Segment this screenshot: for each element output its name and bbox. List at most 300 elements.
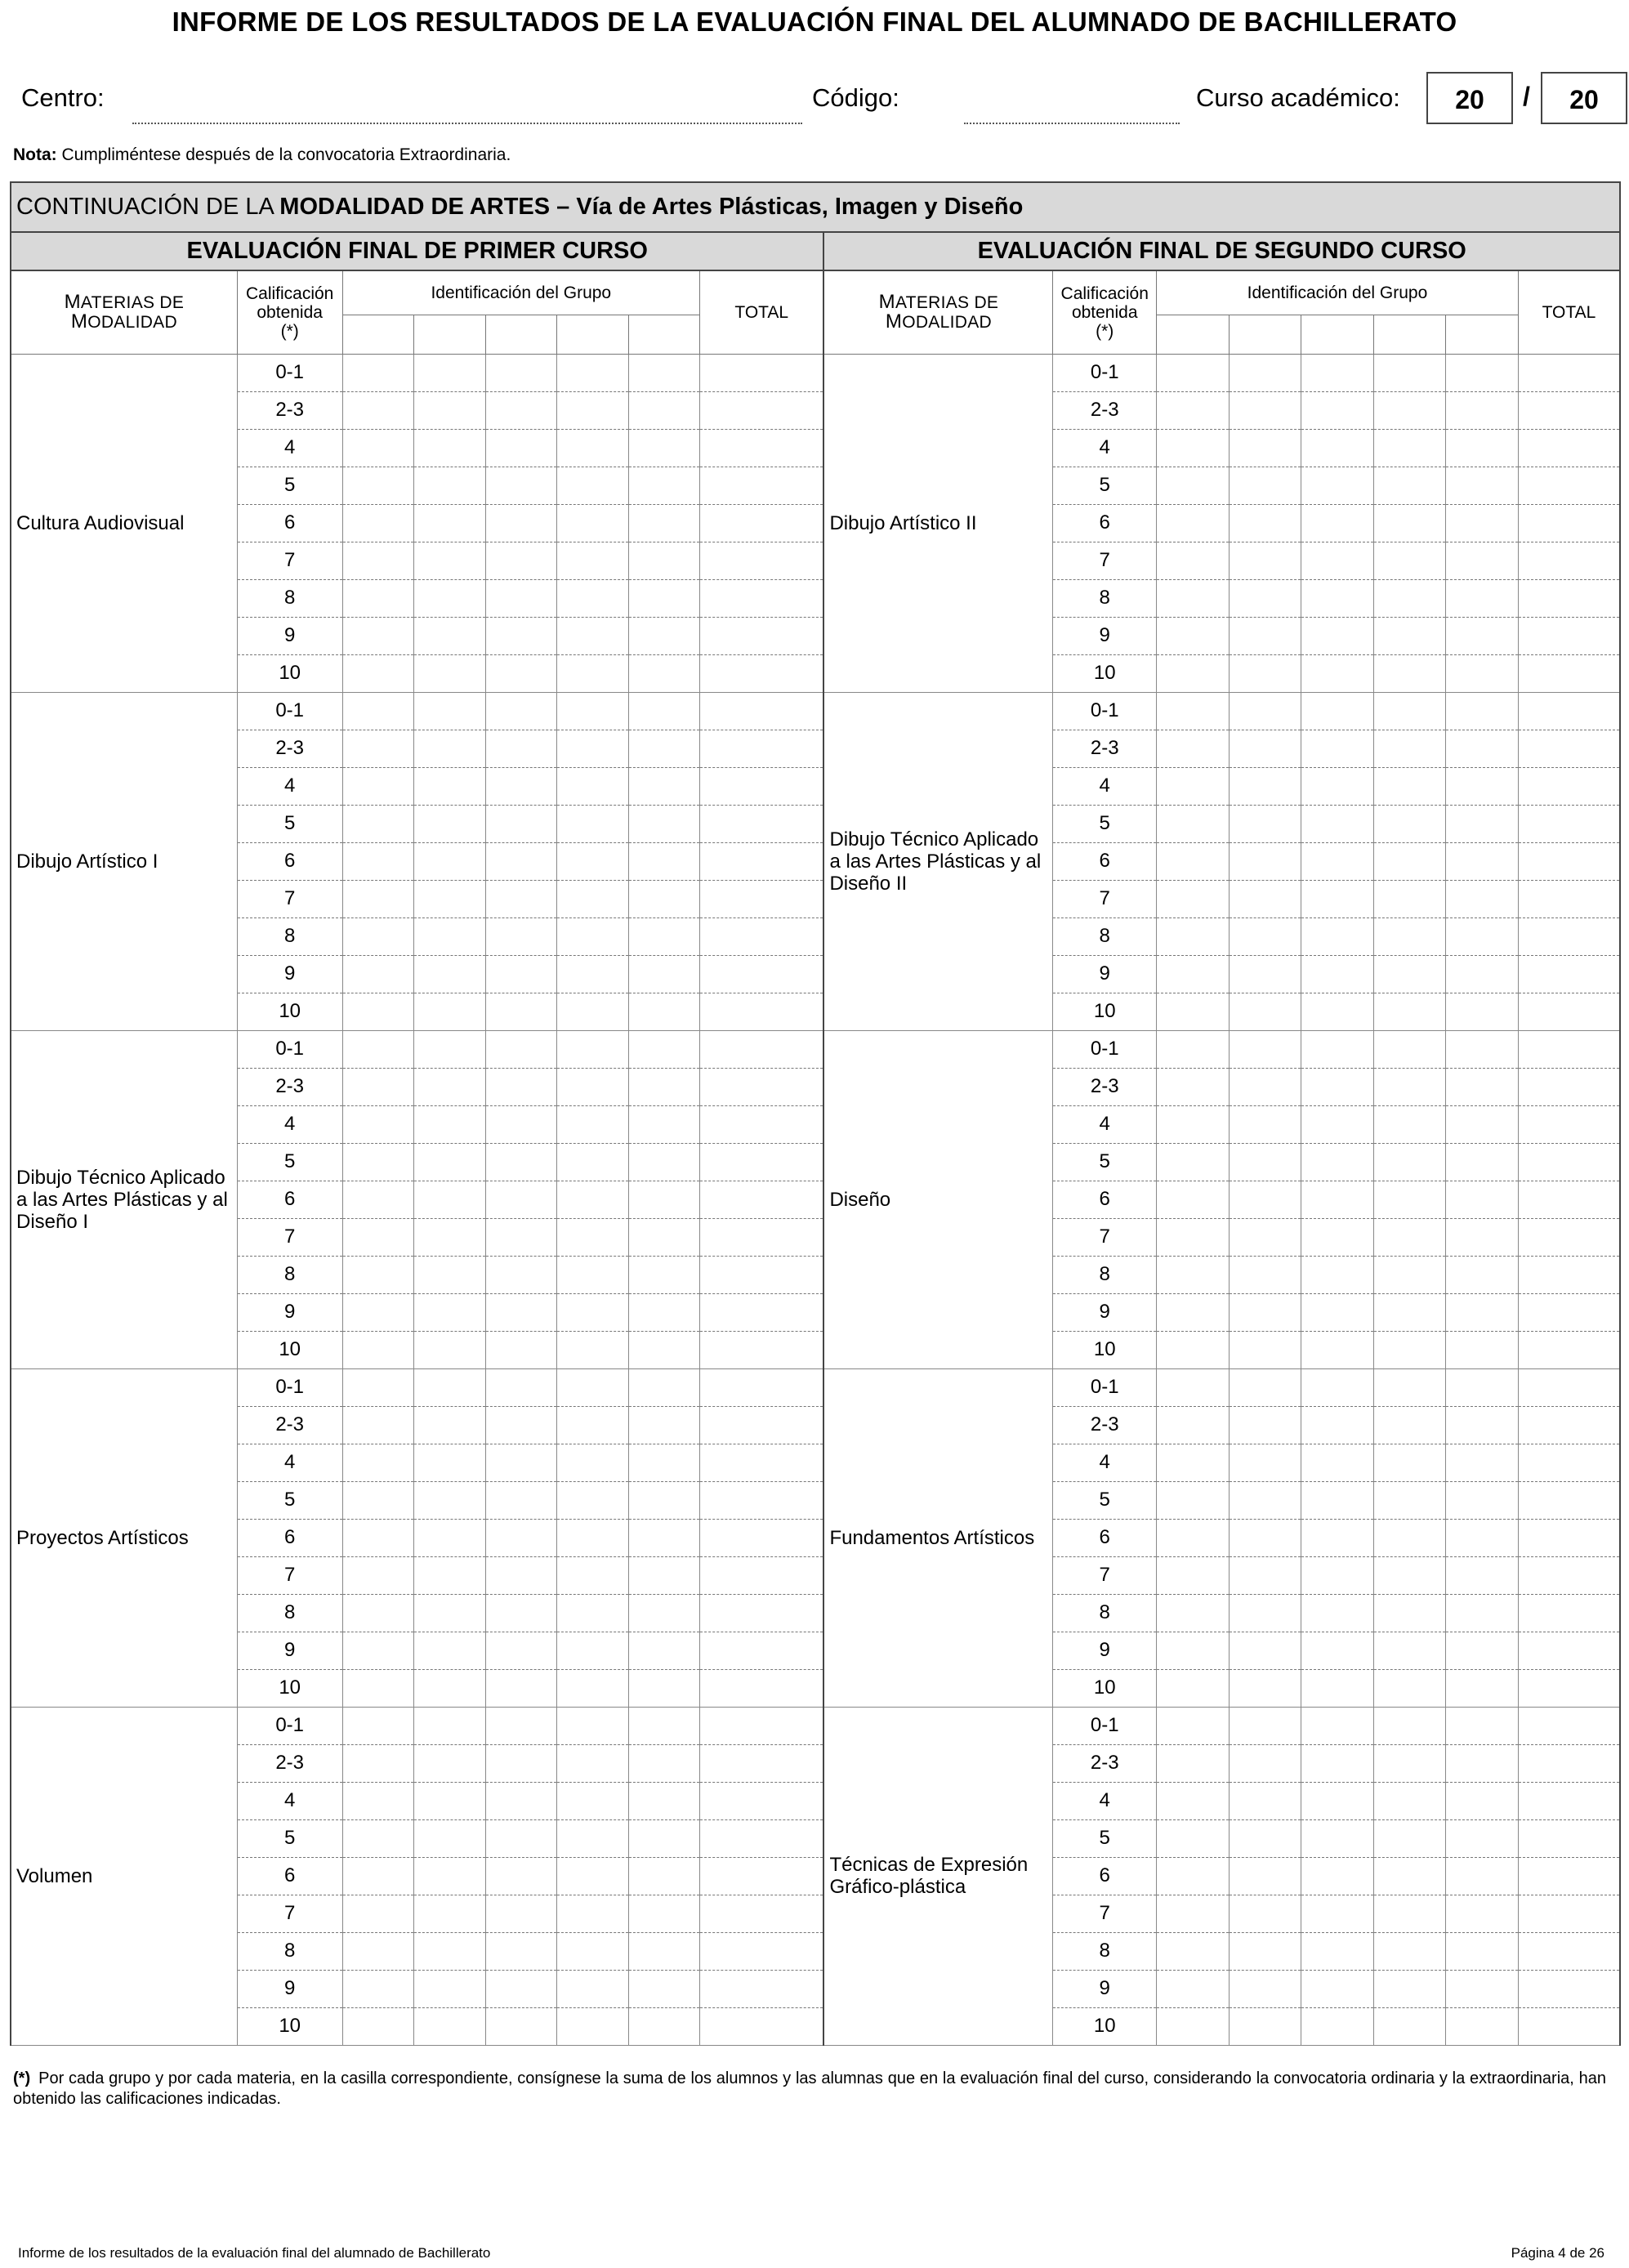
count-cell[interactable] xyxy=(557,1556,629,1594)
count-cell[interactable] xyxy=(1301,730,1374,767)
count-cell[interactable] xyxy=(1373,391,1446,429)
count-cell[interactable] xyxy=(1229,1143,1301,1181)
count-cell[interactable] xyxy=(628,1331,700,1368)
count-cell[interactable] xyxy=(485,467,557,504)
count-cell[interactable] xyxy=(485,1256,557,1293)
count-cell[interactable] xyxy=(1373,1895,1446,1932)
total-cell[interactable] xyxy=(700,917,824,955)
count-cell[interactable] xyxy=(414,391,486,429)
total-cell[interactable] xyxy=(1518,467,1620,504)
count-cell[interactable] xyxy=(342,1519,414,1556)
count-cell[interactable] xyxy=(342,504,414,542)
total-cell[interactable] xyxy=(700,1594,824,1632)
count-cell[interactable] xyxy=(414,1030,486,1068)
count-cell[interactable] xyxy=(342,1444,414,1481)
total-cell[interactable] xyxy=(700,354,824,391)
count-cell[interactable] xyxy=(485,354,557,391)
count-cell[interactable] xyxy=(1446,354,1519,391)
count-cell[interactable] xyxy=(414,467,486,504)
total-cell[interactable] xyxy=(1518,1594,1620,1632)
count-cell[interactable] xyxy=(1229,767,1301,805)
count-cell[interactable] xyxy=(342,1895,414,1932)
count-cell[interactable] xyxy=(1301,993,1374,1030)
total-cell[interactable] xyxy=(1518,429,1620,467)
count-cell[interactable] xyxy=(557,617,629,654)
count-cell[interactable] xyxy=(485,2007,557,2045)
count-cell[interactable] xyxy=(1157,1293,1230,1331)
total-cell[interactable] xyxy=(700,1406,824,1444)
count-cell[interactable] xyxy=(1157,617,1230,654)
count-cell[interactable] xyxy=(1229,1105,1301,1143)
count-cell[interactable] xyxy=(1301,805,1374,842)
count-cell[interactable] xyxy=(1157,542,1230,579)
count-cell[interactable] xyxy=(1373,1030,1446,1068)
count-cell[interactable] xyxy=(1446,1556,1519,1594)
count-cell[interactable] xyxy=(1301,429,1374,467)
count-cell[interactable] xyxy=(414,1519,486,1556)
total-cell[interactable] xyxy=(700,2007,824,2045)
count-cell[interactable] xyxy=(1446,1857,1519,1895)
count-cell[interactable] xyxy=(1373,1368,1446,1406)
count-cell[interactable] xyxy=(1229,1782,1301,1819)
total-cell[interactable] xyxy=(700,1932,824,1970)
count-cell[interactable] xyxy=(1373,504,1446,542)
total-cell[interactable] xyxy=(1518,767,1620,805)
count-cell[interactable] xyxy=(1446,1819,1519,1857)
grupo-id-cell[interactable] xyxy=(485,315,557,354)
count-cell[interactable] xyxy=(1446,617,1519,654)
count-cell[interactable] xyxy=(485,692,557,730)
count-cell[interactable] xyxy=(1373,1744,1446,1782)
total-cell[interactable] xyxy=(700,467,824,504)
count-cell[interactable] xyxy=(1373,842,1446,880)
count-cell[interactable] xyxy=(485,1594,557,1632)
total-cell[interactable] xyxy=(1518,880,1620,917)
count-cell[interactable] xyxy=(485,504,557,542)
count-cell[interactable] xyxy=(1301,842,1374,880)
count-cell[interactable] xyxy=(1229,1256,1301,1293)
count-cell[interactable] xyxy=(1157,654,1230,692)
count-cell[interactable] xyxy=(1229,842,1301,880)
count-cell[interactable] xyxy=(1229,1632,1301,1669)
total-cell[interactable] xyxy=(700,767,824,805)
total-cell[interactable] xyxy=(700,1256,824,1293)
count-cell[interactable] xyxy=(557,429,629,467)
count-cell[interactable] xyxy=(414,1970,486,2007)
count-cell[interactable] xyxy=(1229,391,1301,429)
count-cell[interactable] xyxy=(1373,1331,1446,1368)
count-cell[interactable] xyxy=(414,617,486,654)
count-cell[interactable] xyxy=(1157,1256,1230,1293)
total-cell[interactable] xyxy=(1518,1068,1620,1105)
count-cell[interactable] xyxy=(414,2007,486,2045)
count-cell[interactable] xyxy=(1229,1368,1301,1406)
count-cell[interactable] xyxy=(414,993,486,1030)
count-cell[interactable] xyxy=(342,1481,414,1519)
count-cell[interactable] xyxy=(1157,1143,1230,1181)
count-cell[interactable] xyxy=(557,917,629,955)
count-cell[interactable] xyxy=(1301,1406,1374,1444)
count-cell[interactable] xyxy=(1229,1519,1301,1556)
count-cell[interactable] xyxy=(1446,1068,1519,1105)
count-cell[interactable] xyxy=(1373,880,1446,917)
count-cell[interactable] xyxy=(1373,1293,1446,1331)
count-cell[interactable] xyxy=(414,1857,486,1895)
count-cell[interactable] xyxy=(1301,1143,1374,1181)
count-cell[interactable] xyxy=(557,1632,629,1669)
count-cell[interactable] xyxy=(414,767,486,805)
total-cell[interactable] xyxy=(1518,504,1620,542)
total-cell[interactable] xyxy=(1518,391,1620,429)
count-cell[interactable] xyxy=(1157,1669,1230,1707)
count-cell[interactable] xyxy=(1301,1293,1374,1331)
count-cell[interactable] xyxy=(485,1895,557,1932)
count-cell[interactable] xyxy=(485,429,557,467)
count-cell[interactable] xyxy=(485,1932,557,1970)
count-cell[interactable] xyxy=(1446,429,1519,467)
count-cell[interactable] xyxy=(342,955,414,993)
count-cell[interactable] xyxy=(557,1819,629,1857)
count-cell[interactable] xyxy=(342,842,414,880)
total-cell[interactable] xyxy=(700,542,824,579)
total-cell[interactable] xyxy=(700,1218,824,1256)
count-cell[interactable] xyxy=(628,955,700,993)
count-cell[interactable] xyxy=(1229,955,1301,993)
count-cell[interactable] xyxy=(342,730,414,767)
count-cell[interactable] xyxy=(628,1632,700,1669)
count-cell[interactable] xyxy=(1446,1444,1519,1481)
count-cell[interactable] xyxy=(628,1105,700,1143)
count-cell[interactable] xyxy=(557,692,629,730)
count-cell[interactable] xyxy=(342,1181,414,1218)
count-cell[interactable] xyxy=(414,1218,486,1256)
grupo-id-cell[interactable] xyxy=(557,315,629,354)
count-cell[interactable] xyxy=(557,1895,629,1932)
count-cell[interactable] xyxy=(1373,1068,1446,1105)
count-cell[interactable] xyxy=(628,1594,700,1632)
grupo-id-cell[interactable] xyxy=(342,315,414,354)
count-cell[interactable] xyxy=(485,1481,557,1519)
count-cell[interactable] xyxy=(485,805,557,842)
count-cell[interactable] xyxy=(1301,467,1374,504)
count-cell[interactable] xyxy=(1301,1181,1374,1218)
count-cell[interactable] xyxy=(1446,1406,1519,1444)
count-cell[interactable] xyxy=(1373,579,1446,617)
count-cell[interactable] xyxy=(414,692,486,730)
count-cell[interactable] xyxy=(557,354,629,391)
count-cell[interactable] xyxy=(1301,1256,1374,1293)
total-cell[interactable] xyxy=(1518,1368,1620,1406)
count-cell[interactable] xyxy=(628,542,700,579)
total-cell[interactable] xyxy=(1518,1857,1620,1895)
count-cell[interactable] xyxy=(414,579,486,617)
count-cell[interactable] xyxy=(485,1030,557,1068)
count-cell[interactable] xyxy=(1446,579,1519,617)
count-cell[interactable] xyxy=(1157,1556,1230,1594)
count-cell[interactable] xyxy=(557,2007,629,2045)
count-cell[interactable] xyxy=(1157,1331,1230,1368)
count-cell[interactable] xyxy=(1373,692,1446,730)
count-cell[interactable] xyxy=(628,880,700,917)
count-cell[interactable] xyxy=(628,805,700,842)
count-cell[interactable] xyxy=(414,917,486,955)
count-cell[interactable] xyxy=(1157,1782,1230,1819)
total-cell[interactable] xyxy=(700,579,824,617)
count-cell[interactable] xyxy=(485,880,557,917)
count-cell[interactable] xyxy=(1301,1030,1374,1068)
count-cell[interactable] xyxy=(1446,1368,1519,1406)
count-cell[interactable] xyxy=(414,730,486,767)
count-cell[interactable] xyxy=(1229,2007,1301,2045)
count-cell[interactable] xyxy=(1446,1218,1519,1256)
total-cell[interactable] xyxy=(700,1143,824,1181)
total-cell[interactable] xyxy=(1518,1030,1620,1068)
count-cell[interactable] xyxy=(1446,391,1519,429)
count-cell[interactable] xyxy=(414,1481,486,1519)
count-cell[interactable] xyxy=(557,1519,629,1556)
count-cell[interactable] xyxy=(1229,917,1301,955)
count-cell[interactable] xyxy=(342,1256,414,1293)
total-cell[interactable] xyxy=(700,1857,824,1895)
count-cell[interactable] xyxy=(1301,1594,1374,1632)
count-cell[interactable] xyxy=(628,2007,700,2045)
count-cell[interactable] xyxy=(1301,692,1374,730)
count-cell[interactable] xyxy=(1229,880,1301,917)
count-cell[interactable] xyxy=(628,1707,700,1744)
count-cell[interactable] xyxy=(628,429,700,467)
total-cell[interactable] xyxy=(1518,1105,1620,1143)
count-cell[interactable] xyxy=(414,1105,486,1143)
count-cell[interactable] xyxy=(342,1068,414,1105)
total-cell[interactable] xyxy=(1518,654,1620,692)
count-cell[interactable] xyxy=(1157,805,1230,842)
total-cell[interactable] xyxy=(1518,1406,1620,1444)
count-cell[interactable] xyxy=(1229,504,1301,542)
count-cell[interactable] xyxy=(414,1819,486,1857)
count-cell[interactable] xyxy=(1301,1068,1374,1105)
count-cell[interactable] xyxy=(628,1256,700,1293)
count-cell[interactable] xyxy=(1157,1744,1230,1782)
count-cell[interactable] xyxy=(485,1519,557,1556)
count-cell[interactable] xyxy=(342,1819,414,1857)
count-cell[interactable] xyxy=(1446,504,1519,542)
count-cell[interactable] xyxy=(1301,1105,1374,1143)
count-cell[interactable] xyxy=(1229,1857,1301,1895)
count-cell[interactable] xyxy=(1373,1105,1446,1143)
count-cell[interactable] xyxy=(1229,1669,1301,1707)
count-cell[interactable] xyxy=(1446,805,1519,842)
count-cell[interactable] xyxy=(1157,1819,1230,1857)
count-cell[interactable] xyxy=(557,730,629,767)
count-cell[interactable] xyxy=(485,1444,557,1481)
grupo-id-cell[interactable] xyxy=(628,315,700,354)
count-cell[interactable] xyxy=(485,1819,557,1857)
count-cell[interactable] xyxy=(1301,1331,1374,1368)
total-cell[interactable] xyxy=(1518,842,1620,880)
count-cell[interactable] xyxy=(1157,767,1230,805)
count-cell[interactable] xyxy=(1446,1782,1519,1819)
count-cell[interactable] xyxy=(485,1857,557,1895)
count-cell[interactable] xyxy=(557,579,629,617)
count-cell[interactable] xyxy=(1157,354,1230,391)
count-cell[interactable] xyxy=(557,1368,629,1406)
count-cell[interactable] xyxy=(1301,1932,1374,1970)
total-cell[interactable] xyxy=(1518,1970,1620,2007)
count-cell[interactable] xyxy=(557,842,629,880)
count-cell[interactable] xyxy=(485,1970,557,2007)
count-cell[interactable] xyxy=(628,1444,700,1481)
total-cell[interactable] xyxy=(700,1293,824,1331)
count-cell[interactable] xyxy=(628,767,700,805)
total-cell[interactable] xyxy=(1518,1782,1620,1819)
count-cell[interactable] xyxy=(1301,542,1374,579)
count-cell[interactable] xyxy=(485,579,557,617)
count-cell[interactable] xyxy=(557,1406,629,1444)
total-cell[interactable] xyxy=(700,1331,824,1368)
count-cell[interactable] xyxy=(342,1218,414,1256)
count-cell[interactable] xyxy=(1446,1256,1519,1293)
count-cell[interactable] xyxy=(414,805,486,842)
count-cell[interactable] xyxy=(1229,1481,1301,1519)
count-cell[interactable] xyxy=(414,842,486,880)
total-cell[interactable] xyxy=(700,805,824,842)
count-cell[interactable] xyxy=(485,391,557,429)
count-cell[interactable] xyxy=(414,1368,486,1406)
count-cell[interactable] xyxy=(342,1143,414,1181)
count-cell[interactable] xyxy=(485,1707,557,1744)
count-cell[interactable] xyxy=(485,1368,557,1406)
count-cell[interactable] xyxy=(557,1181,629,1218)
count-cell[interactable] xyxy=(557,1594,629,1632)
count-cell[interactable] xyxy=(414,654,486,692)
total-cell[interactable] xyxy=(700,1744,824,1782)
count-cell[interactable] xyxy=(628,654,700,692)
count-cell[interactable] xyxy=(1229,617,1301,654)
count-cell[interactable] xyxy=(557,1444,629,1481)
count-cell[interactable] xyxy=(557,880,629,917)
grupo-id-cell[interactable] xyxy=(1229,315,1301,354)
count-cell[interactable] xyxy=(414,1293,486,1331)
count-cell[interactable] xyxy=(1157,955,1230,993)
count-cell[interactable] xyxy=(485,1331,557,1368)
count-cell[interactable] xyxy=(414,429,486,467)
count-cell[interactable] xyxy=(485,1669,557,1707)
count-cell[interactable] xyxy=(342,1632,414,1669)
count-cell[interactable] xyxy=(557,1105,629,1143)
count-cell[interactable] xyxy=(1446,1594,1519,1632)
count-cell[interactable] xyxy=(557,993,629,1030)
count-cell[interactable] xyxy=(1157,730,1230,767)
count-cell[interactable] xyxy=(342,1030,414,1068)
count-cell[interactable] xyxy=(414,1068,486,1105)
count-cell[interactable] xyxy=(1446,1519,1519,1556)
total-cell[interactable] xyxy=(700,692,824,730)
count-cell[interactable] xyxy=(557,654,629,692)
total-cell[interactable] xyxy=(1518,692,1620,730)
count-cell[interactable] xyxy=(1373,1406,1446,1444)
count-cell[interactable] xyxy=(1157,1970,1230,2007)
count-cell[interactable] xyxy=(1157,1181,1230,1218)
count-cell[interactable] xyxy=(1373,467,1446,504)
count-cell[interactable] xyxy=(1301,2007,1374,2045)
count-cell[interactable] xyxy=(1373,1218,1446,1256)
count-cell[interactable] xyxy=(414,1444,486,1481)
count-cell[interactable] xyxy=(557,767,629,805)
count-cell[interactable] xyxy=(485,842,557,880)
count-cell[interactable] xyxy=(1157,1105,1230,1143)
count-cell[interactable] xyxy=(628,467,700,504)
count-cell[interactable] xyxy=(485,1293,557,1331)
count-cell[interactable] xyxy=(1229,429,1301,467)
total-cell[interactable] xyxy=(1518,542,1620,579)
total-cell[interactable] xyxy=(1518,2007,1620,2045)
count-cell[interactable] xyxy=(1301,917,1374,955)
count-cell[interactable] xyxy=(342,1105,414,1143)
count-cell[interactable] xyxy=(1373,1782,1446,1819)
count-cell[interactable] xyxy=(1446,955,1519,993)
count-cell[interactable] xyxy=(485,767,557,805)
count-cell[interactable] xyxy=(1301,1556,1374,1594)
total-cell[interactable] xyxy=(700,1970,824,2007)
count-cell[interactable] xyxy=(628,1556,700,1594)
count-cell[interactable] xyxy=(557,1932,629,1970)
count-cell[interactable] xyxy=(628,1368,700,1406)
count-cell[interactable] xyxy=(557,1857,629,1895)
count-cell[interactable] xyxy=(1373,1819,1446,1857)
count-cell[interactable] xyxy=(1229,654,1301,692)
count-cell[interactable] xyxy=(414,1632,486,1669)
count-cell[interactable] xyxy=(628,1218,700,1256)
count-cell[interactable] xyxy=(1157,1632,1230,1669)
total-cell[interactable] xyxy=(1518,1556,1620,1594)
count-cell[interactable] xyxy=(1229,1181,1301,1218)
count-cell[interactable] xyxy=(1229,1932,1301,1970)
count-cell[interactable] xyxy=(1157,467,1230,504)
count-cell[interactable] xyxy=(1373,1556,1446,1594)
count-cell[interactable] xyxy=(628,1970,700,2007)
count-cell[interactable] xyxy=(1229,1819,1301,1857)
count-cell[interactable] xyxy=(342,1293,414,1331)
count-cell[interactable] xyxy=(1301,617,1374,654)
count-cell[interactable] xyxy=(414,955,486,993)
count-cell[interactable] xyxy=(1446,1030,1519,1068)
total-cell[interactable] xyxy=(700,617,824,654)
count-cell[interactable] xyxy=(1301,1444,1374,1481)
count-cell[interactable] xyxy=(1446,767,1519,805)
total-cell[interactable] xyxy=(700,1632,824,1669)
count-cell[interactable] xyxy=(1301,880,1374,917)
count-cell[interactable] xyxy=(1301,1857,1374,1895)
count-cell[interactable] xyxy=(1373,1707,1446,1744)
total-cell[interactable] xyxy=(700,842,824,880)
count-cell[interactable] xyxy=(557,1481,629,1519)
count-cell[interactable] xyxy=(1373,1857,1446,1895)
count-cell[interactable] xyxy=(342,391,414,429)
total-cell[interactable] xyxy=(1518,1256,1620,1293)
count-cell[interactable] xyxy=(1157,1594,1230,1632)
count-cell[interactable] xyxy=(485,1406,557,1444)
count-cell[interactable] xyxy=(628,1030,700,1068)
count-cell[interactable] xyxy=(342,1857,414,1895)
count-cell[interactable] xyxy=(1446,1669,1519,1707)
count-cell[interactable] xyxy=(1446,1707,1519,1744)
count-cell[interactable] xyxy=(414,1707,486,1744)
count-cell[interactable] xyxy=(342,880,414,917)
count-cell[interactable] xyxy=(628,1481,700,1519)
count-cell[interactable] xyxy=(1229,354,1301,391)
count-cell[interactable] xyxy=(342,993,414,1030)
total-cell[interactable] xyxy=(1518,1444,1620,1481)
